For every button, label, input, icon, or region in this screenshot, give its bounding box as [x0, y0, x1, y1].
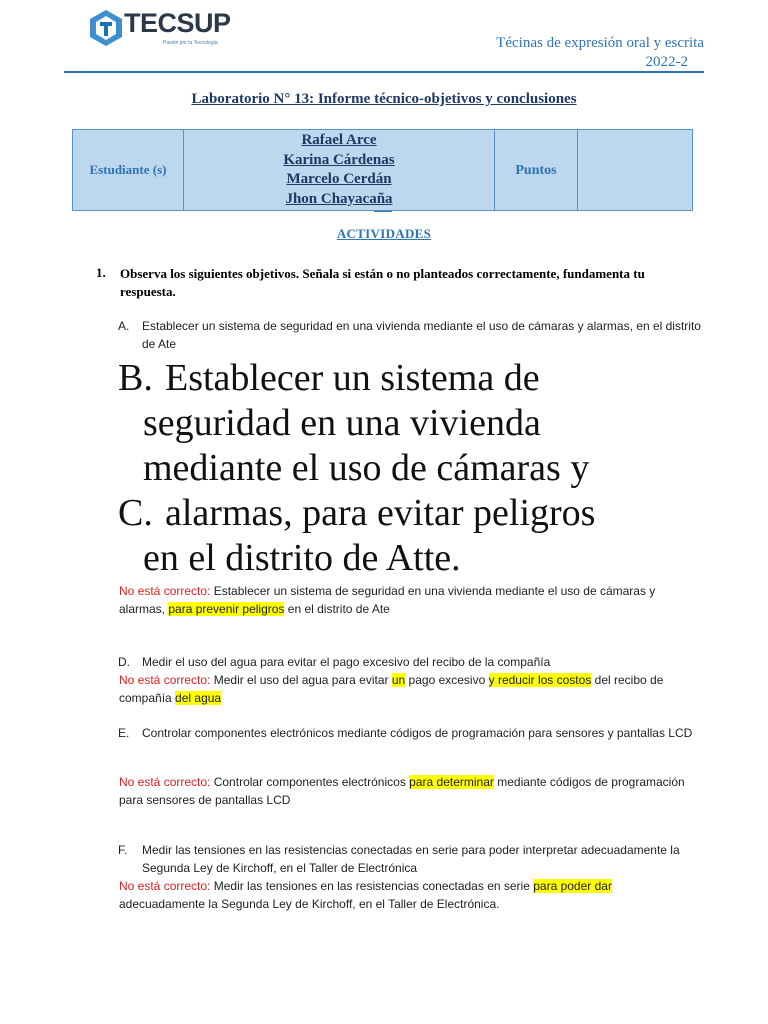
answer-text: Medir las tensiones en las resistencias conectadas en serie [213, 879, 530, 893]
answer-bc [119, 582, 699, 618]
points-label: Puntos [515, 163, 557, 178]
objective-letter: F. [118, 843, 128, 857]
big-line-5: en el distrito de Atte. [143, 537, 461, 579]
big-line-1: Establecer un sistema de [165, 357, 540, 399]
answer-text: Controlar componentes electrónicos [213, 775, 406, 789]
objective-text: Establecer un sistema de seguridad en una vivienda mediante el uso de cámaras y alarmas, en el distrito de Ate [142, 319, 701, 351]
answer-text: en el distrito de Ate [287, 602, 390, 616]
answer-label: No está correcto: [119, 879, 211, 893]
answer-text: mediante códigos de programación para sensores de pantallas LCD [119, 775, 685, 807]
big-line-3: mediante el uso de cámaras y [143, 447, 590, 489]
objective-letter: E. [118, 726, 130, 740]
answer-label: No está correcto: [119, 775, 211, 789]
answer-text: del recibo de compañía [119, 673, 664, 705]
student-table [72, 129, 693, 211]
student-names-cell [184, 130, 495, 211]
logo-text: TECSUP [124, 8, 231, 38]
answer-highlight: y reducir los costos [488, 673, 592, 687]
big-line-4: alarmas, para evitar peligros [165, 492, 596, 534]
activities-dash [374, 211, 392, 212]
answer-highlight: del agua [175, 691, 222, 705]
objective-e [118, 724, 708, 742]
objective-text: Medir las tensiones en las resistencias conectadas en serie para poder interpretar adecuadamente la Segunda Ley de Kirchoff, en el Taller de Electrónica [142, 843, 680, 875]
answer-highlight: para poder dar [533, 879, 612, 893]
answer-highlight: un [391, 673, 406, 687]
objective-letter: D. [118, 655, 130, 669]
activities-heading: ACTIVIDADES [336, 226, 432, 241]
objective-letter-b: B. [118, 357, 153, 399]
objective-a [118, 317, 708, 353]
student-name: Marcelo Cerdán [286, 171, 392, 187]
tecsup-logo-icon [86, 8, 126, 48]
header-divider [64, 71, 704, 73]
big-line-2: seguridad en una vivienda [143, 402, 541, 444]
course-name: Técinas de expresión oral y escrita [496, 35, 704, 51]
course-year: 2022-2 [645, 54, 688, 70]
question-text: Observa los siguientes objetivos. Señala si están o no planteados correctamente, fundamenta tu respuesta. [120, 266, 645, 299]
answer-label: No está correcto: [119, 673, 211, 687]
objective-d [118, 653, 708, 671]
student-name: Karina Cárdenas [283, 151, 395, 168]
objective-f [118, 841, 708, 877]
answer-highlight: para determinar [409, 775, 494, 789]
answer-label: No está correcto: [119, 584, 211, 598]
student-label: Estudiante (s) [89, 162, 167, 177]
student-name: Jhon Chayacaña [285, 190, 393, 207]
answer-text: pago excesivo [408, 673, 486, 687]
question-number: 1. [96, 265, 106, 280]
objective-text: Medir el uso del agua para evitar el pago excesivo del recibo de la compañía [142, 655, 551, 669]
objective-letter: A. [118, 319, 130, 333]
points-label-cell [495, 130, 578, 211]
answer-d [119, 671, 699, 707]
logo-tagline: Pasión por la Tecnología [163, 40, 218, 46]
answer-text: adecuadamente la Segunda Ley de Kirchoff, en el Taller de Electrónica. [119, 897, 500, 911]
answer-highlight: para prevenir peligros [168, 602, 285, 616]
student-name: Rafael Arce [301, 132, 377, 148]
points-value-cell [578, 130, 693, 211]
answer-text: Establecer un sistema de seguridad en una vivienda mediante el uso de cámaras y alarmas, [119, 584, 656, 616]
answer-e [119, 773, 699, 809]
lab-title: Laboratorio N° 13: Informe técnico-objetivos y conclusiones [191, 91, 577, 107]
student-label-cell [73, 130, 184, 211]
answer-f [119, 877, 699, 913]
answer-text: Medir el uso del agua para evitar [213, 673, 389, 687]
objective-text: Controlar componentes electrónicos mediante códigos de programación para sensores y pantallas LCD [142, 726, 693, 740]
objective-letter-c: C. [118, 492, 153, 534]
